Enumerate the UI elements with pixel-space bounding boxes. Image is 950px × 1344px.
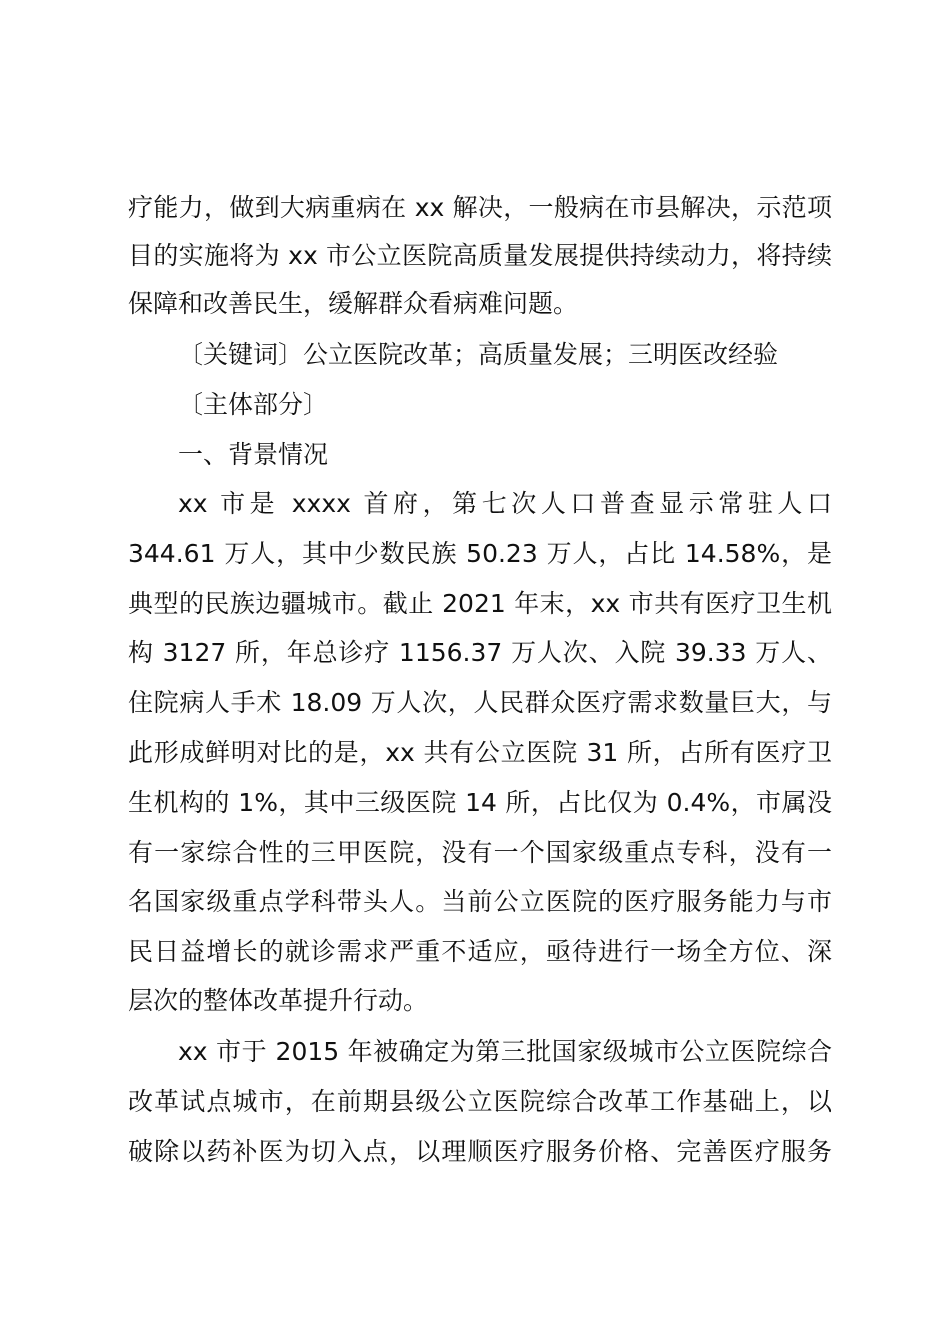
text-line: 构 3127 所，年总诊疗 1156.37 万人次、入院 39.33 万人、 (128, 638, 832, 667)
text-line: 典型的民族边疆城市。截止 2021 年末，xx 市共有医疗卫生机 (128, 589, 832, 618)
section-heading: 一、背景情况 (178, 440, 329, 469)
text-line: 保障和改善民生，缓解群众看病难问题。 (128, 289, 579, 318)
text-line: 破除以药补医为切入点，以理顺医疗服务价格、完善医疗服务 (128, 1137, 832, 1166)
text-line: 层次的整体改革提升行动。 (128, 986, 429, 1015)
section-marker: 〔主体部分〕 (178, 390, 329, 419)
text-line: 有一家综合性的三甲医院，没有一个国家级重点专科，没有一 (128, 838, 832, 867)
text-line: xx 市于 2015 年被确定为第三批国家级城市公立医院综合 (178, 1037, 832, 1066)
text-line: 民日益增长的就诊需求严重不适应，亟待进行一场全方位、深 (128, 937, 832, 966)
text-line: xx 市是 xxxx 首府，第七次人口普查显示常驻人口 (178, 489, 832, 518)
keywords-line: 〔关键词〕公立医院改革；高质量发展；三明医改经验 (178, 340, 779, 369)
text-line: 疗能力，做到大病重病在 xx 解决，一般病在市县解决，示范项 (128, 193, 832, 222)
text-line: 目的实施将为 xx 市公立医院高质量发展提供持续动力，将持续 (128, 241, 832, 270)
text-line: 名国家级重点学科带头人。当前公立医院的医疗服务能力与市 (128, 887, 832, 916)
text-line: 生机构的 1%，其中三级医院 14 所，占比仅为 0.4%，市属没 (128, 788, 832, 817)
text-line: 此形成鲜明对比的是，xx 共有公立医院 31 所，占所有医疗卫 (128, 738, 832, 767)
text-line: 改革试点城市，在前期县级公立医院综合改革工作基础上，以 (128, 1087, 832, 1116)
text-line: 344.61 万人，其中少数民族 50.23 万人，占比 14.58%，是 (128, 539, 832, 568)
text-line: 住院病人手术 18.09 万人次，人民群众医疗需求数量巨大，与 (128, 688, 832, 717)
